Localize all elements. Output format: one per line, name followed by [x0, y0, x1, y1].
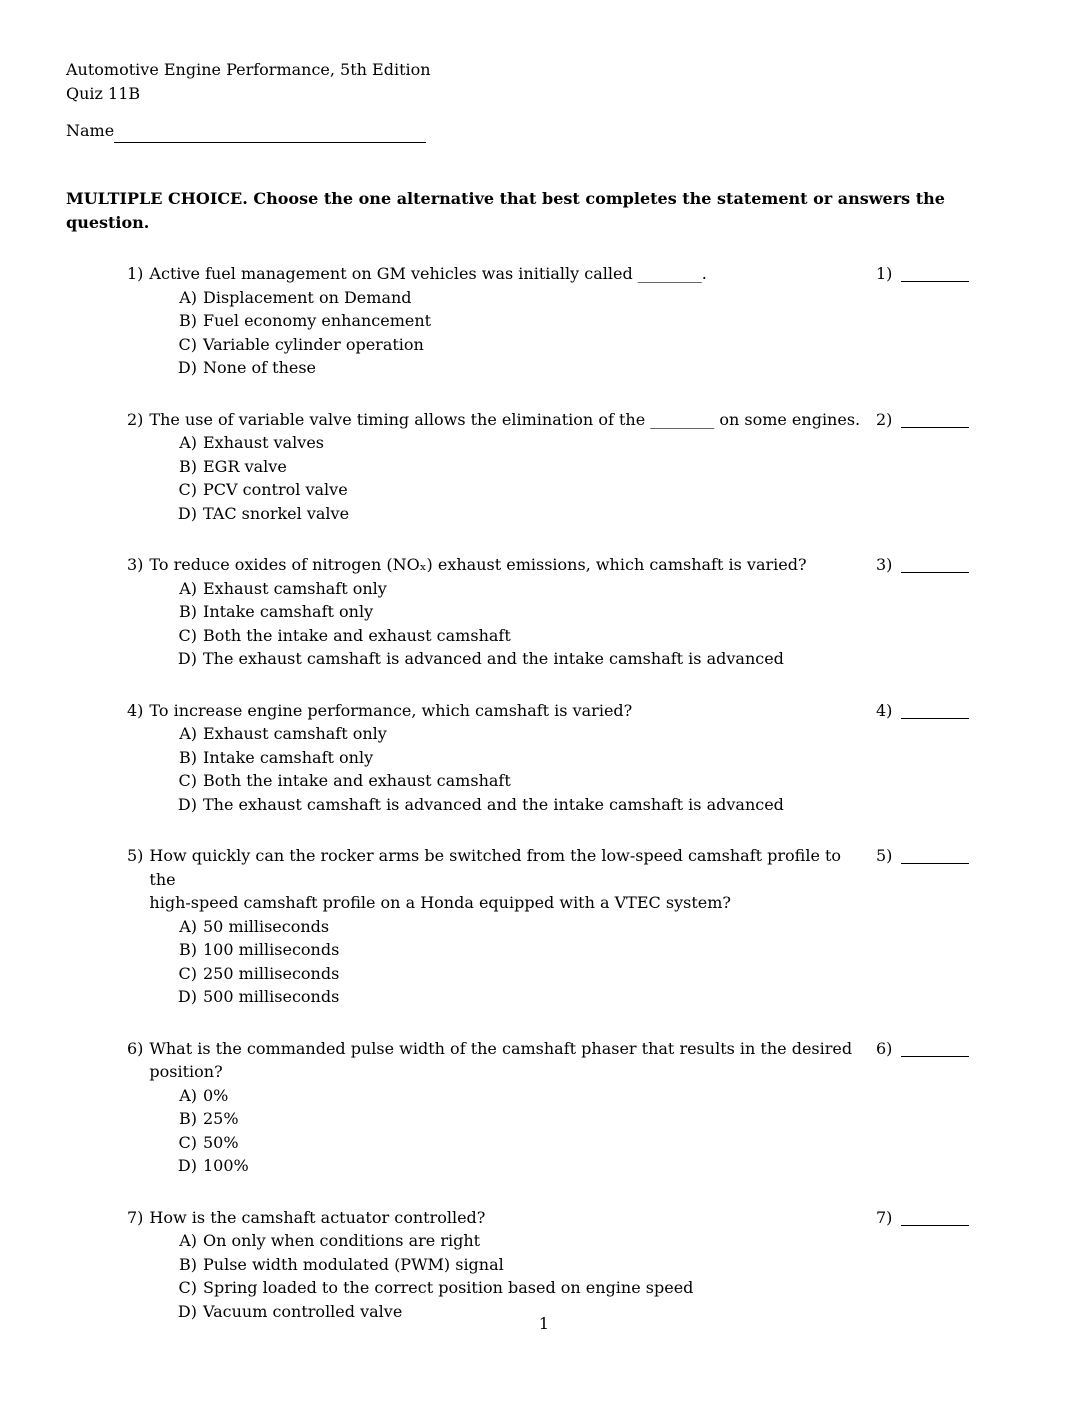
option-text: Exhaust camshaft only: [203, 578, 387, 598]
option-letter: B): [179, 1109, 197, 1128]
answer-number: 1): [876, 264, 893, 283]
option-letter: D): [177, 987, 197, 1006]
option-text: 50 milliseconds: [203, 916, 330, 936]
option-a: [175, 1229, 1026, 1253]
quiz-number: Quiz 11B: [66, 84, 141, 103]
option-letter: C): [178, 963, 197, 983]
option-text: Variable cylinder operation: [203, 334, 424, 354]
answer-blank: [876, 699, 1026, 723]
answer-line: [901, 262, 969, 282]
option-c: [175, 333, 1026, 357]
option-letter: B): [179, 602, 197, 621]
option-text: Exhaust valves: [203, 433, 324, 452]
option-letter: C): [178, 334, 197, 354]
option-b: [175, 455, 1026, 479]
option-text: PCV control valve: [203, 480, 348, 499]
question-number: 1): [127, 264, 144, 283]
option-d: [175, 793, 1026, 817]
answer-line: [901, 408, 969, 428]
option-letter: C): [178, 771, 197, 790]
option-list: [175, 1084, 1026, 1178]
name-row: [66, 119, 1088, 143]
option-letter: B): [179, 747, 197, 767]
option-text: Pulse width modulated (PWM) signal: [203, 1254, 504, 1274]
option-letter: D): [177, 1301, 197, 1321]
option-a: [175, 722, 1026, 746]
option-c: [175, 478, 1026, 502]
option-b: [175, 938, 1026, 962]
option-letter: D): [177, 358, 197, 377]
question-number: 4): [127, 700, 144, 720]
option-letter: C): [178, 1278, 197, 1297]
option-d: [175, 985, 1026, 1009]
question-text: To increase engine performance, which camshaft is varied?: [149, 700, 633, 720]
option-letter: A): [179, 1231, 197, 1250]
question-5: [127, 844, 1026, 1009]
option-letter: C): [178, 480, 197, 499]
option-text: 25%: [203, 1109, 239, 1128]
option-text: 100%: [203, 1156, 249, 1175]
option-text: 50%: [203, 1132, 239, 1152]
option-text: Both the intake and exhaust camshaft: [203, 771, 511, 790]
question-number: 7): [127, 1207, 144, 1227]
question-6: [127, 1037, 1026, 1178]
question-row: [127, 1206, 1026, 1230]
option-letter: C): [178, 1132, 197, 1152]
option-a: [175, 1084, 1026, 1108]
option-list: [175, 1229, 1026, 1323]
option-letter: D): [177, 649, 197, 668]
option-a: [175, 431, 1026, 455]
answer-blank: [876, 553, 1026, 577]
answer-blank: [876, 1037, 1026, 1061]
answer-line: [901, 844, 969, 864]
option-text: The exhaust camshaft is advanced and the intake camshaft is advanced: [203, 794, 784, 814]
option-d: [175, 1154, 1026, 1178]
question-row: [127, 699, 1026, 723]
option-letter: A): [179, 916, 197, 936]
question-text: How quickly can the rocker arms be switched from the low-speed camshaft profile to the high-speed camshaft profile on a Honda equipped with a VTEC system?: [149, 846, 842, 912]
question-text: What is the commanded pulse width of the camshaft phaser that results in the desired position?: [149, 1038, 853, 1081]
question-row: [127, 408, 1026, 432]
answer-blank: [876, 408, 1026, 432]
option-text: Both the intake and exhaust camshaft: [203, 625, 511, 645]
option-list: [175, 431, 1026, 525]
question-row: [127, 844, 1026, 915]
option-letter: A): [179, 724, 197, 743]
answer-blank: [876, 262, 1026, 286]
answer-line: [901, 1206, 969, 1226]
option-b: [175, 746, 1026, 770]
question-1: [127, 262, 1026, 380]
question-number: 5): [127, 846, 144, 865]
option-b: [175, 1253, 1026, 1277]
option-list: [175, 286, 1026, 380]
option-a: [175, 286, 1026, 310]
option-list: [175, 722, 1026, 816]
option-letter: A): [179, 1085, 197, 1105]
option-letter: A): [179, 287, 197, 307]
option-text: EGR valve: [203, 456, 287, 476]
answer-blank: [876, 844, 1026, 868]
answer-number: 6): [876, 1038, 893, 1058]
question-row: [127, 262, 1026, 286]
section-instructions: MULTIPLE CHOICE. Choose the one alternative that best completes the statement or answers the question.: [66, 189, 945, 232]
question-text: The use of variable valve timing allows the elimination of the ________ on some engines.: [149, 409, 861, 429]
option-text: TAC snorkel valve: [203, 503, 350, 523]
answer-blank: [876, 1206, 1026, 1230]
option-letter: A): [179, 578, 197, 598]
option-text: Vacuum controlled valve: [203, 1301, 403, 1321]
option-text: 100 milliseconds: [203, 940, 340, 959]
question-row: [127, 553, 1026, 577]
page-number: 1: [538, 1314, 550, 1333]
name-label: Name: [66, 121, 115, 140]
answer-number: 4): [876, 700, 893, 720]
option-letter: B): [179, 456, 197, 476]
option-text: Spring loaded to the correct position based on engine speed: [203, 1278, 694, 1297]
option-letter: B): [179, 311, 197, 330]
option-text: Exhaust camshaft only: [203, 724, 387, 743]
option-list: [175, 577, 1026, 671]
answer-number: 2): [876, 409, 893, 429]
document-header: [66, 58, 1088, 143]
answer-number: 3): [876, 555, 893, 574]
question-4: [127, 699, 1026, 817]
option-c: [175, 1131, 1026, 1155]
option-c: [175, 1276, 1026, 1300]
option-text: On only when conditions are right: [203, 1231, 481, 1250]
option-d: [175, 647, 1026, 671]
option-letter: D): [177, 503, 197, 523]
option-letter: A): [179, 433, 197, 452]
option-text: 500 milliseconds: [203, 987, 340, 1006]
question-text: To reduce oxides of nitrogen (NOₓ) exhaust emissions, which camshaft is varied?: [149, 555, 807, 574]
option-text: The exhaust camshaft is advanced and the intake camshaft is advanced: [203, 649, 784, 668]
question-number: 3): [127, 555, 144, 574]
option-letter: B): [179, 1254, 197, 1274]
document-title: Automotive Engine Performance, 5th Edition: [66, 60, 431, 79]
option-c: [175, 624, 1026, 648]
answer-number: 7): [876, 1207, 893, 1227]
question-2: [127, 408, 1026, 526]
option-letter: B): [179, 940, 197, 959]
option-b: [175, 1107, 1026, 1131]
option-text: Fuel economy enhancement: [203, 311, 432, 330]
option-d: [175, 502, 1026, 526]
option-text: Displacement on Demand: [203, 287, 412, 307]
answer-line: [901, 1037, 969, 1057]
option-a: [175, 577, 1026, 601]
question-3: [127, 553, 1026, 671]
question-text: Active fuel management on GM vehicles was initially called ________.: [149, 264, 707, 283]
question-number: 2): [127, 409, 144, 429]
option-letter: D): [177, 794, 197, 814]
option-letter: C): [178, 625, 197, 645]
option-text: Intake camshaft only: [203, 602, 374, 621]
option-c: [175, 962, 1026, 986]
question-number: 6): [127, 1038, 144, 1058]
question-row: [127, 1037, 1026, 1084]
option-b: [175, 600, 1026, 624]
option-text: None of these: [203, 358, 317, 377]
option-letter: D): [177, 1156, 197, 1175]
answer-line: [901, 553, 969, 573]
option-d: [175, 356, 1026, 380]
option-list: [175, 915, 1026, 1009]
name-blank-line: [114, 122, 426, 143]
question-list: [0, 262, 1088, 1323]
option-a: [175, 915, 1026, 939]
option-c: [175, 769, 1026, 793]
answer-number: 5): [876, 846, 893, 865]
answer-line: [901, 699, 969, 719]
option-b: [175, 309, 1026, 333]
question-7: [127, 1206, 1026, 1324]
option-text: Intake camshaft only: [203, 747, 374, 767]
option-text: 250 milliseconds: [203, 963, 340, 983]
question-text: How is the camshaft actuator controlled?: [149, 1207, 486, 1227]
option-text: 0%: [203, 1085, 229, 1105]
